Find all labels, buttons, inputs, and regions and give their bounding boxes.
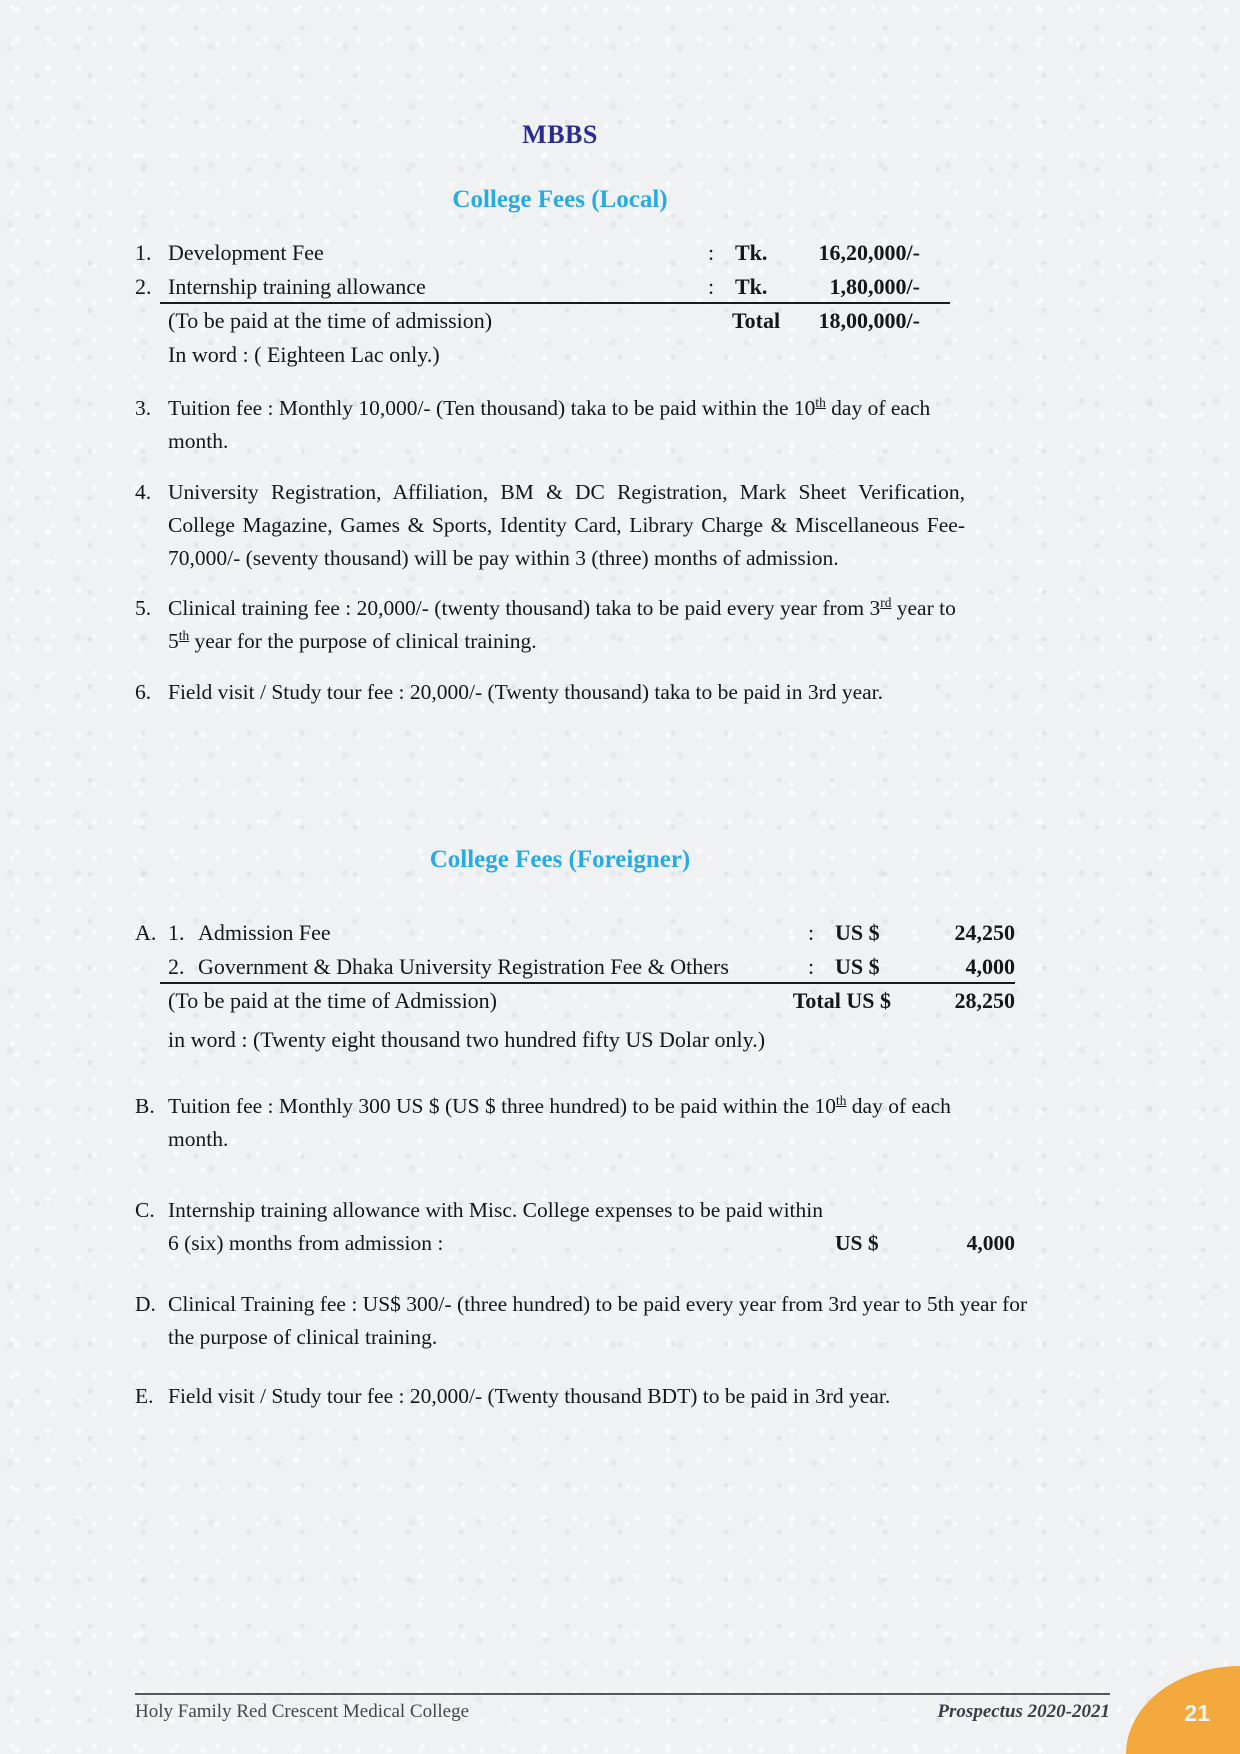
payment-note: (To be paid at the time of admission) <box>168 308 493 333</box>
item-text: Clinical Training fee : US$ 300/- (three hundred) to be paid every year from 3rd year to 5th year for the purpose of clinical training. <box>168 1292 1028 1349</box>
payment-note: (To be paid at the time of Admission) <box>168 988 498 1013</box>
colon: : <box>708 240 715 265</box>
amount-in-words: In word : ( Eighteen Lac only.) <box>168 342 440 367</box>
list-item <box>135 592 980 658</box>
currency: Tk. <box>735 274 768 299</box>
fee-label: Internship training allowance <box>168 274 426 299</box>
list-item <box>135 1090 987 1156</box>
item-text: Field visit / Study tour fee : 20,000/- (Twenty thousand BDT) to be paid in 3rd year. <box>168 1384 891 1408</box>
item-line1: Internship training allowance with Misc. College expenses to be paid within <box>168 1198 824 1222</box>
item-letter: C. <box>135 1198 155 1222</box>
table-row <box>135 950 1015 984</box>
table-divider <box>160 302 950 304</box>
item-text: Field visit / Study tour fee : 20,000/- (Twenty thousand) taka to be paid in 3rd year. <box>168 680 884 704</box>
foreigner-fee-table <box>135 916 1015 1057</box>
list-item <box>135 1380 1028 1413</box>
list-item <box>135 676 1015 709</box>
page-title: MBBS <box>522 120 598 149</box>
fee-label: 2. Government & Dhaka University Registration Fee & Others <box>168 954 729 979</box>
item-text: University Registration, Affiliation, BM & DC Registration, Mark Sheet Verification, College Magazine, Games & Sports, Identity Card, Library Charge & Miscellaneous Fee- 70,000/- (seventy thousand) will be pay within 3 (three) months of admission. <box>168 480 965 570</box>
item-text: Tuition fee : Monthly 300 US $ (US $ three hundred) to be paid within the 10th day of each month. <box>168 1092 951 1151</box>
list-item <box>135 476 965 575</box>
row-letter: A. <box>135 920 157 945</box>
item-line2: 6 (six) months from admission : US $ 4,000 <box>168 1227 1015 1260</box>
list-item <box>135 1194 1015 1260</box>
total-label: Total <box>732 308 781 333</box>
fee-amount: 4,000 <box>966 1231 1015 1255</box>
local-fees-heading: College Fees (Local) <box>452 186 668 213</box>
fee-amount: 16,20,000/- <box>818 240 920 265</box>
footer-college-name: Holy Family Red Crescent Medical College <box>135 1701 470 1722</box>
total-amount: 18,00,000/- <box>818 308 920 333</box>
item-number: 4. <box>135 480 152 504</box>
currency: US $ <box>835 954 880 979</box>
foreigner-fees-heading: College Fees (Foreigner) <box>429 846 691 873</box>
item-text <box>168 1194 1015 1260</box>
fee-amount: 24,250 <box>954 920 1015 945</box>
item-letter: B. <box>135 1094 155 1118</box>
item-text: Tuition fee : Monthly 10,000/- (Ten thousand) taka to be paid within the 10th day of each month. <box>168 394 931 453</box>
item-letter: D. <box>135 1292 156 1316</box>
fee-label: 1. Admission Fee <box>168 920 331 945</box>
footer <box>135 1699 1110 1725</box>
row-number: 2. <box>135 274 152 299</box>
table-row <box>135 236 920 270</box>
item-number: 5. <box>135 596 152 620</box>
currency: US $ <box>835 920 880 945</box>
footer-divider <box>135 1693 1110 1695</box>
amount-in-words: in word : (Twenty eight thousand two hundred fifty US Dolar only.) <box>168 1027 766 1052</box>
fee-amount: 4,000 <box>965 954 1015 979</box>
item-number: 3. <box>135 396 152 420</box>
list-item <box>135 1288 1028 1354</box>
total-row <box>135 984 1015 1018</box>
table-row <box>135 270 920 304</box>
total-row <box>135 304 920 338</box>
page-number: 21 <box>1184 1700 1210 1726</box>
footer-prospectus-label: Prospectus 2020-2021 <box>937 1701 1110 1722</box>
currency: US $ <box>835 1231 879 1255</box>
colon: : <box>808 920 815 945</box>
item-letter: E. <box>135 1384 154 1408</box>
fee-amount: 1,80,000/- <box>829 274 920 299</box>
total-amount: 28,250 <box>954 988 1015 1013</box>
local-fee-table <box>135 236 920 372</box>
currency: Tk. <box>735 240 768 265</box>
colon: : <box>808 954 815 979</box>
total-label: Total US $ <box>792 988 891 1013</box>
table-divider <box>160 982 1015 984</box>
table-row <box>135 916 1015 950</box>
item-text: Clinical training fee : 20,000/- (twenty thousand) taka to be paid every year from 3rd year to 5th year for the purpose of clinical training. <box>168 594 956 653</box>
item-number: 6. <box>135 680 152 704</box>
page-number-badge <box>1126 1666 1240 1754</box>
fee-label: Development Fee <box>168 240 324 265</box>
list-item <box>135 392 980 458</box>
colon: : <box>708 274 715 299</box>
row-number: 1. <box>135 240 152 265</box>
